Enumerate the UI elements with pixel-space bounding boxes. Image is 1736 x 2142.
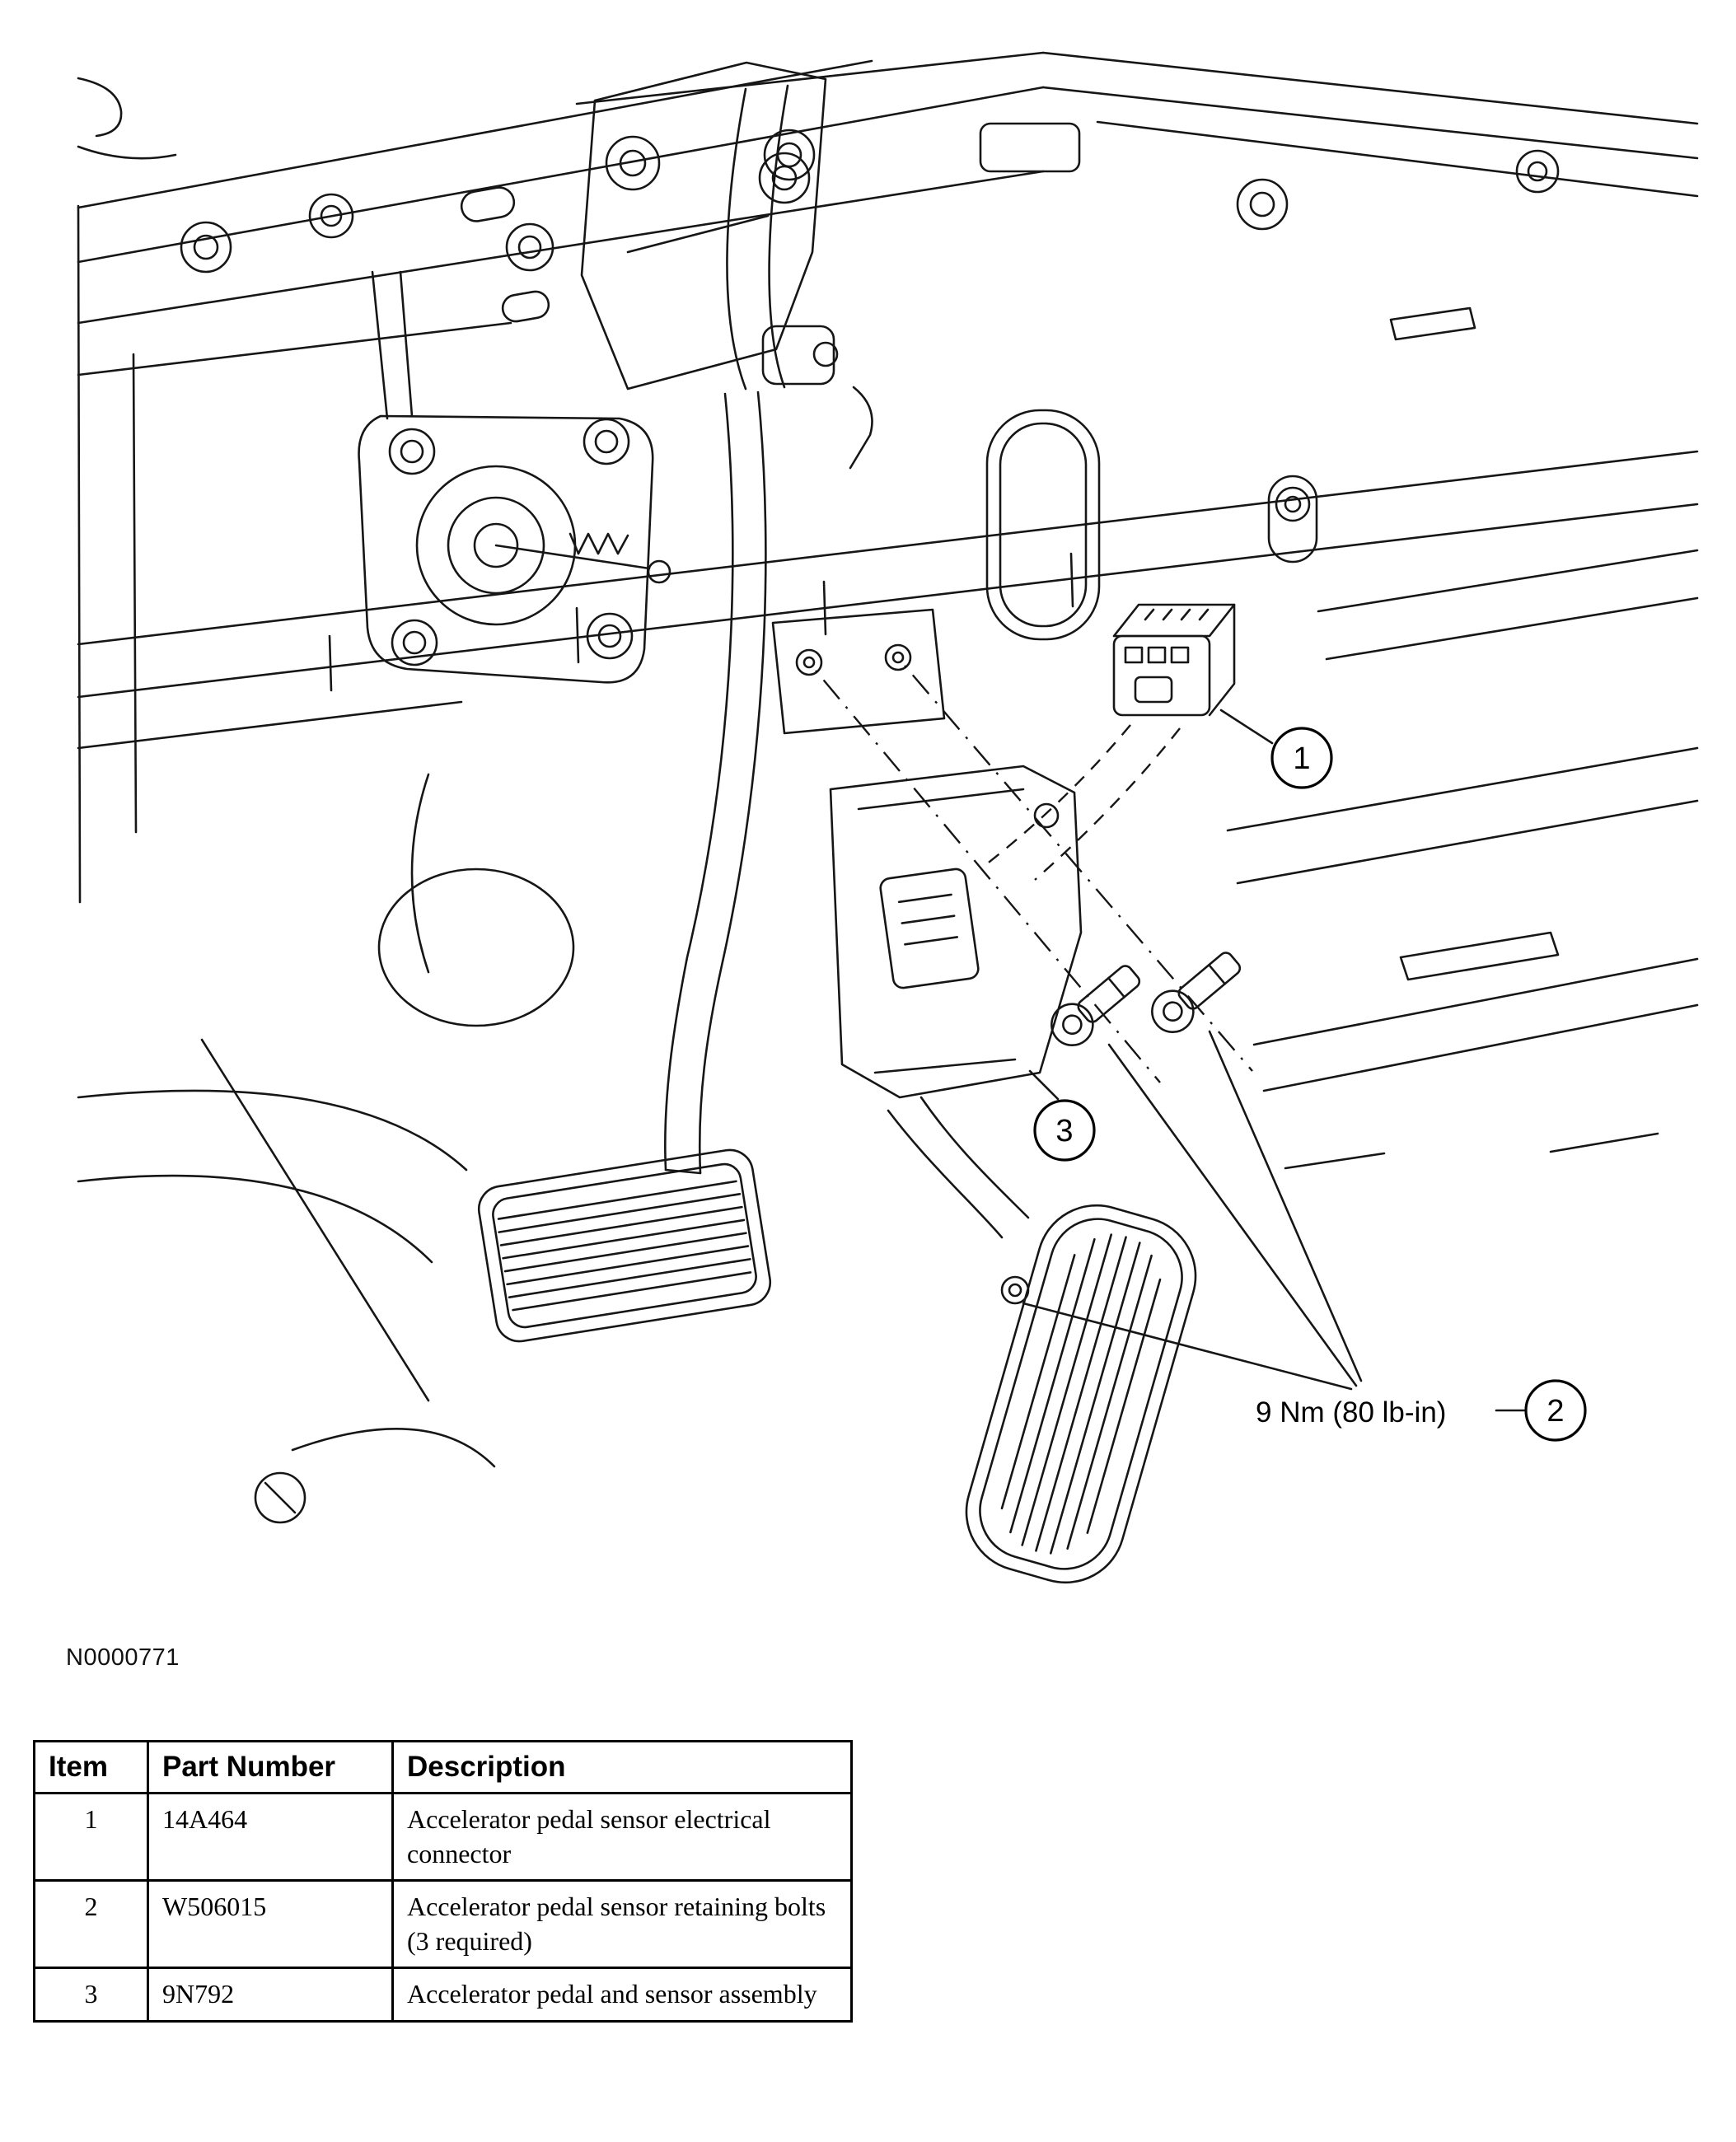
connector-guide-lines	[985, 725, 1180, 880]
brake-pedal-arm	[665, 392, 765, 1173]
dash-structure-lines	[78, 53, 1697, 1522]
torque-note	[1256, 1381, 1585, 1440]
table-row	[35, 1881, 852, 1968]
electrical-connector	[1114, 605, 1234, 715]
cell-description-3: Accelerator pedal and sensor assembly	[393, 1968, 852, 2022]
table-row	[35, 1968, 852, 2022]
cell-item-3: 3	[35, 1968, 148, 2022]
torque-note-text: 9 Nm (80 lb-in)	[1256, 1396, 1447, 1429]
callout-3	[1030, 1071, 1094, 1160]
cell-description-1: Accelerator pedal sensor electrical connector	[393, 1794, 852, 1881]
table-header-row	[35, 1742, 852, 1794]
header-part-number: Part Number	[148, 1742, 393, 1794]
figure-number: N0000771	[66, 1644, 180, 1671]
cell-item-1: 1	[35, 1794, 148, 1881]
accelerator-pedal-pad	[952, 1191, 1210, 1597]
accelerator-pedal-arm	[888, 1097, 1028, 1303]
callout-3-number: 3	[1055, 1114, 1074, 1148]
table-row	[35, 1794, 852, 1881]
header-description: Description	[393, 1742, 852, 1794]
cell-item-2: 2	[35, 1881, 148, 1968]
cell-part-number-2: W506015	[148, 1881, 393, 1968]
sensor-mounting-bracket	[773, 610, 944, 733]
cell-part-number-1: 14A464	[148, 1794, 393, 1881]
callout-1-number: 1	[1293, 741, 1311, 776]
retaining-bolt-2	[1144, 944, 1247, 1041]
callout-2-number: 2	[1546, 1394, 1565, 1429]
callout-1	[1221, 710, 1331, 788]
cell-description-2: Accelerator pedal sensor retaining bolts (3 required)	[393, 1881, 852, 1968]
header-item: Item	[35, 1742, 148, 1794]
brake-pedal-pad	[475, 1147, 774, 1345]
cell-part-number-3: 9N792	[148, 1968, 393, 2022]
parts-table	[33, 1740, 853, 2023]
pedal-mount-plate	[359, 272, 670, 682]
bolt-axis-lines	[816, 666, 1252, 1083]
